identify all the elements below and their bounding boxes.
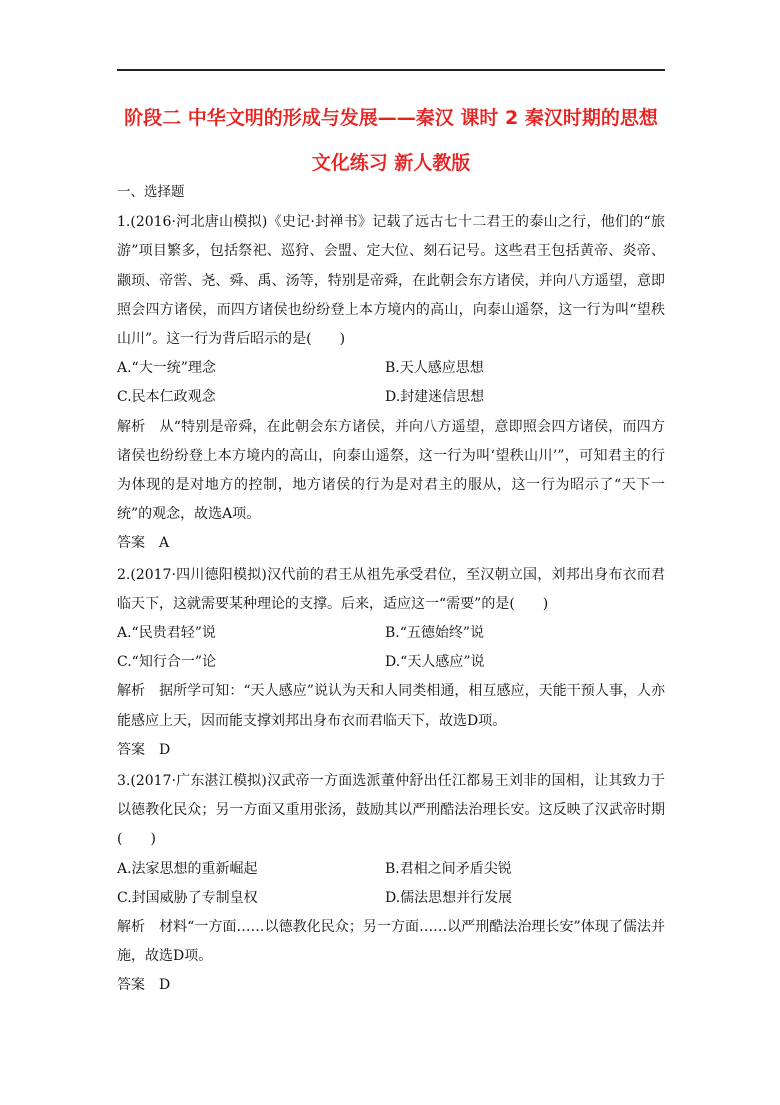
document-body [117, 178, 665, 1003]
options [117, 855, 665, 913]
option-c: C.民本仁政观念 [117, 389, 216, 406]
section-heading: 一、选择题 [117, 184, 185, 200]
answer-label: 答案 [117, 741, 145, 758]
question-1 [117, 208, 665, 558]
answer-value: D [159, 977, 171, 994]
question-2 [117, 561, 665, 765]
answer [117, 971, 665, 1000]
analysis-label: 解析 [117, 418, 146, 435]
document-title: 阶段二 中华文明的形成与发展——秦汉 课时 2 秦汉时期的思想文化练习 新人教版 [124, 107, 658, 174]
analysis [117, 677, 665, 735]
analysis-text: 材料“一方面……以德教化民众；另一方面……以严刑酷法治理长安”体现了儒法并施，故选D项。 [117, 918, 665, 965]
analysis-label: 解析 [117, 918, 146, 935]
answer-value: A [159, 535, 170, 552]
answer-label: 答案 [117, 535, 145, 552]
option-c: C.封国威胁了专制皇权 [117, 889, 258, 906]
option-c: C.“知行合一”论 [117, 654, 216, 671]
analysis-text: 从“特别是帝舜，在此朝会东方诸侯，并向八方遥望，意即照会四方诸侯，而四方诸侯也纷纷登上本方境内的高山，向泰山遥祭，这一行为叫‘望秩山川’”，可知君主的行为体现的是对地方的控制，地方诸侯的行为是对君主的服从，这一行为昭示了“天下一统”的观念，故选A项。 [117, 418, 666, 523]
question-stem: 2.(2017·四川德阳模拟)汉代前的君王从祖先承受君位，至汉朝立国，刘邦出身布衣而君临天下，这就需要某种理论的支撑。后来，适应这一“需要”的是( ) [117, 566, 665, 612]
option-d: D.封建迷信思想 [385, 389, 485, 406]
answer [117, 529, 665, 558]
options [117, 619, 665, 677]
option-d: D.儒法思想并行发展 [385, 889, 513, 906]
question-3 [117, 767, 665, 1001]
analysis [117, 413, 665, 530]
analysis [117, 913, 665, 971]
option-b: B.君相之间矛盾尖锐 [385, 860, 512, 877]
answer [117, 736, 665, 765]
option-a: A.“民贵君轻”说 [117, 625, 216, 642]
analysis-label: 解析 [117, 683, 146, 700]
option-d: D.“天人感应”说 [385, 654, 485, 671]
analysis-text: 据所学可知：“天人感应”说认为天和人同类相通，相互感应，天能干预人事，人亦能感应上天，因而能支撑刘邦出身布衣而君临天下，故选D项。 [117, 683, 666, 729]
answer-label: 答案 [117, 977, 145, 994]
answer-value: D [159, 741, 171, 758]
option-a: A.“大一统”理念 [117, 360, 216, 377]
option-a: A.法家思想的重新崛起 [117, 860, 258, 877]
options [117, 354, 665, 412]
top-rule [117, 69, 665, 71]
question-stem: 3.(2017·广东湛江模拟)汉武帝一方面选派董仲舒出任江都易王刘非的国相，让其致力于以德教化民众；另一方面又重用张汤，鼓励其以严刑酷法治理长安。这反映了汉武帝时期( ) [117, 773, 665, 848]
option-b: B.天人感应思想 [385, 360, 484, 377]
option-b: B.“五德始终”说 [385, 625, 485, 642]
question-stem: 1.(2016·河北唐山模拟)《史记·封禅书》记载了远古七十二君王的泰山之行，他们的“旅游”项目繁多，包括祭祀、巡狩、会盟、定大位、刻石记号。这些君王包括黄帝、炎帝、颛顼、帝喾、尧、舜、禹、汤等，特别是帝舜，在此朝会东方诸侯，并向八方遥望，意即照会四方诸侯，而四方诸侯也纷纷登上本方境内的高山，向泰山遥祭，这一行为叫“望秩山川”。这一行为背后昭示的是( ) [117, 214, 665, 348]
